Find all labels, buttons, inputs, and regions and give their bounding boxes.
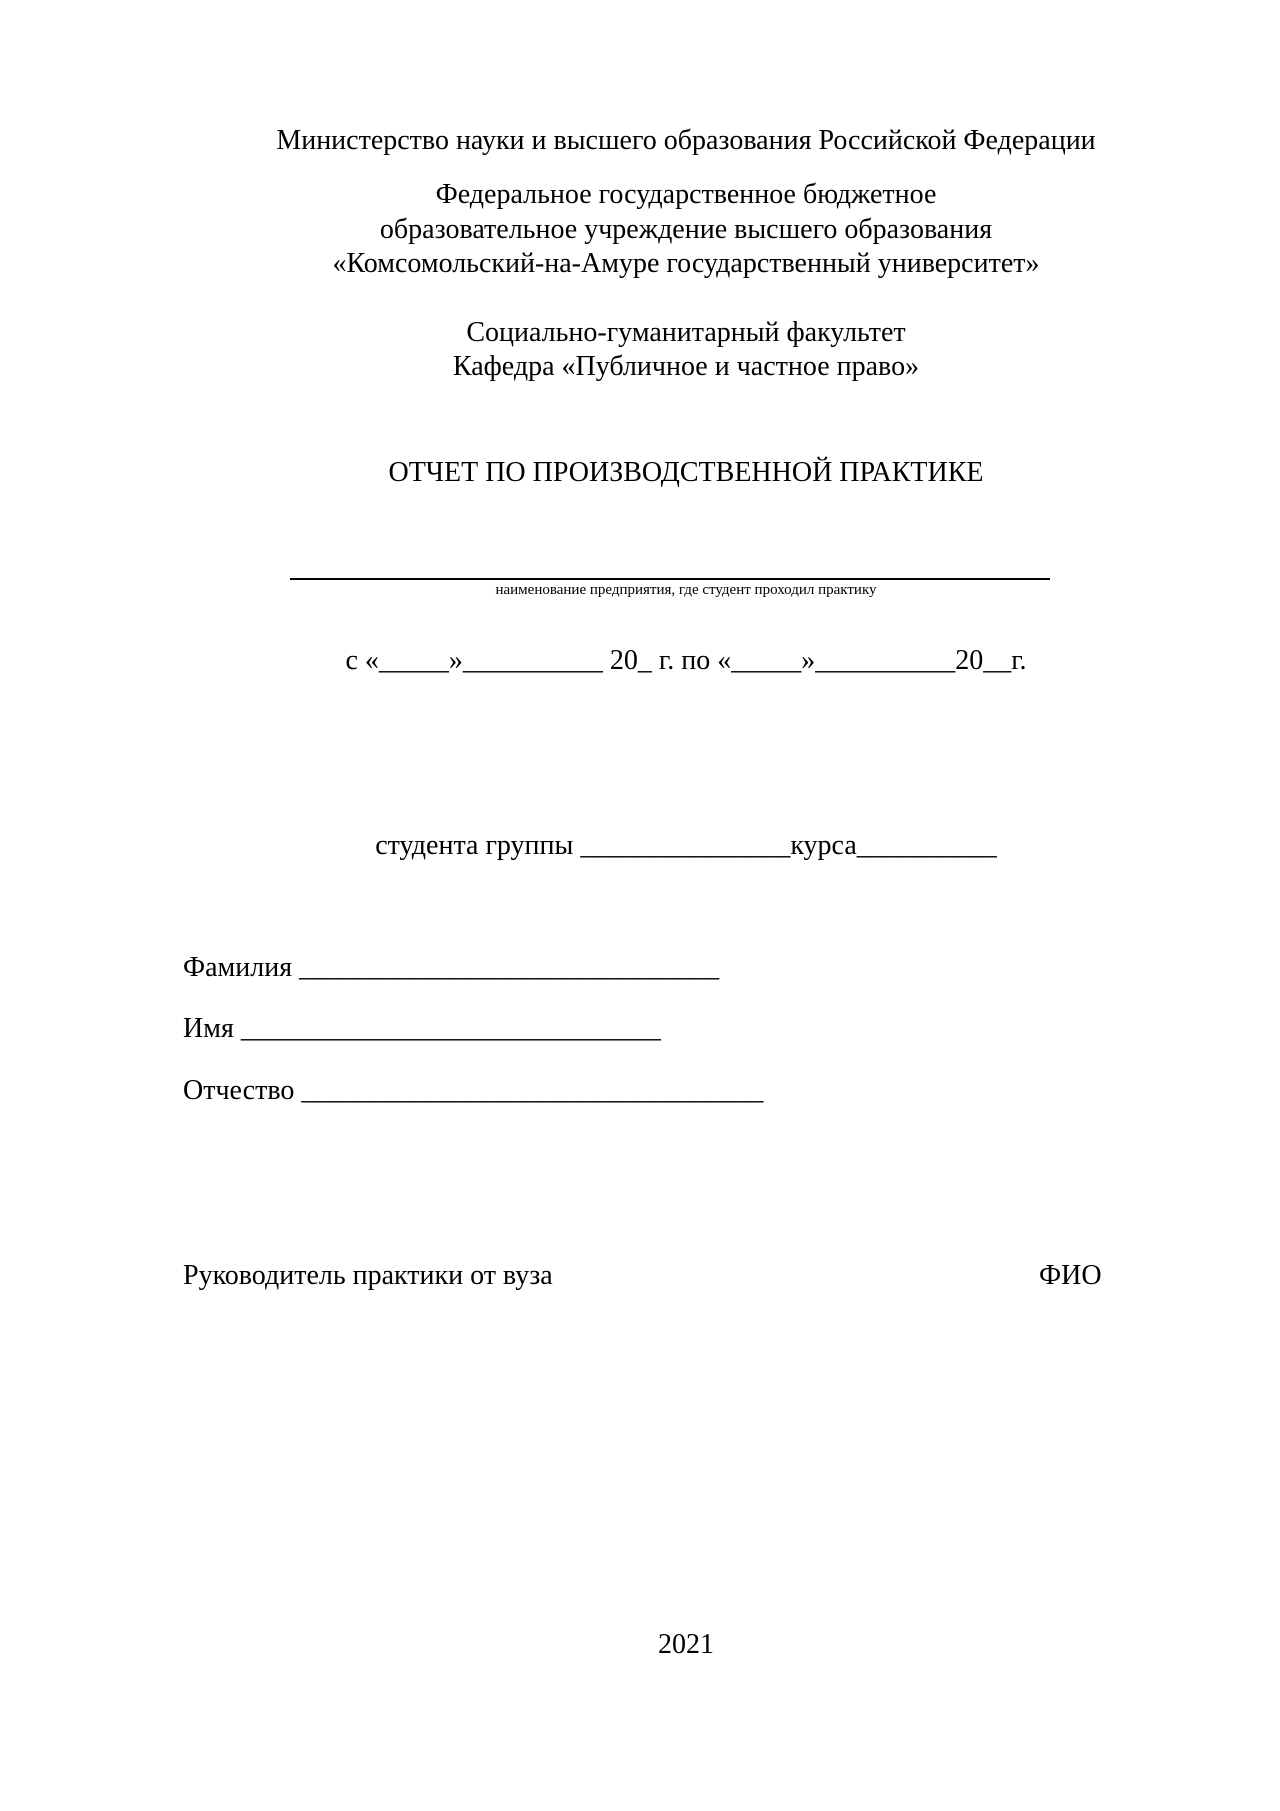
- institution-line-2: образовательное учреждение высшего образования: [379, 214, 993, 245]
- supervisor-fio: ФИО: [1039, 1260, 1102, 1291]
- supervisor-label: Руководитель практики от вуза: [183, 1260, 553, 1291]
- ministry-heading: Министерство науки и высшего образования Российской Федерации: [276, 125, 1096, 156]
- document-year: 2021: [658, 1629, 714, 1660]
- patronymic-field: Отчество _________________________________: [183, 1075, 764, 1106]
- enterprise-caption: наименование предприятия, где студент проходил практику: [495, 582, 877, 598]
- department-name: Кафедра «Публичное и частное право»: [452, 351, 920, 382]
- practice-period: с «_____»__________ 20_ г. по «_____»__________20__г.: [345, 645, 1027, 676]
- institution-line-1: Федеральное государственное бюджетное: [435, 179, 937, 210]
- enterprise-name-line: [290, 578, 1050, 580]
- faculty-name: Социально-гуманитарный факультет: [466, 317, 906, 348]
- name-field: Имя ______________________________: [183, 1013, 661, 1044]
- institution-line-3: «Комсомольский-на-Амуре государственный университет»: [332, 248, 1040, 279]
- student-group-course: студента группы _______________курса__________: [375, 830, 997, 861]
- surname-field: Фамилия ______________________________: [183, 952, 720, 983]
- report-title: ОТЧЕТ ПО ПРОИЗВОДСТВЕННОЙ ПРАКТИКЕ: [388, 457, 984, 488]
